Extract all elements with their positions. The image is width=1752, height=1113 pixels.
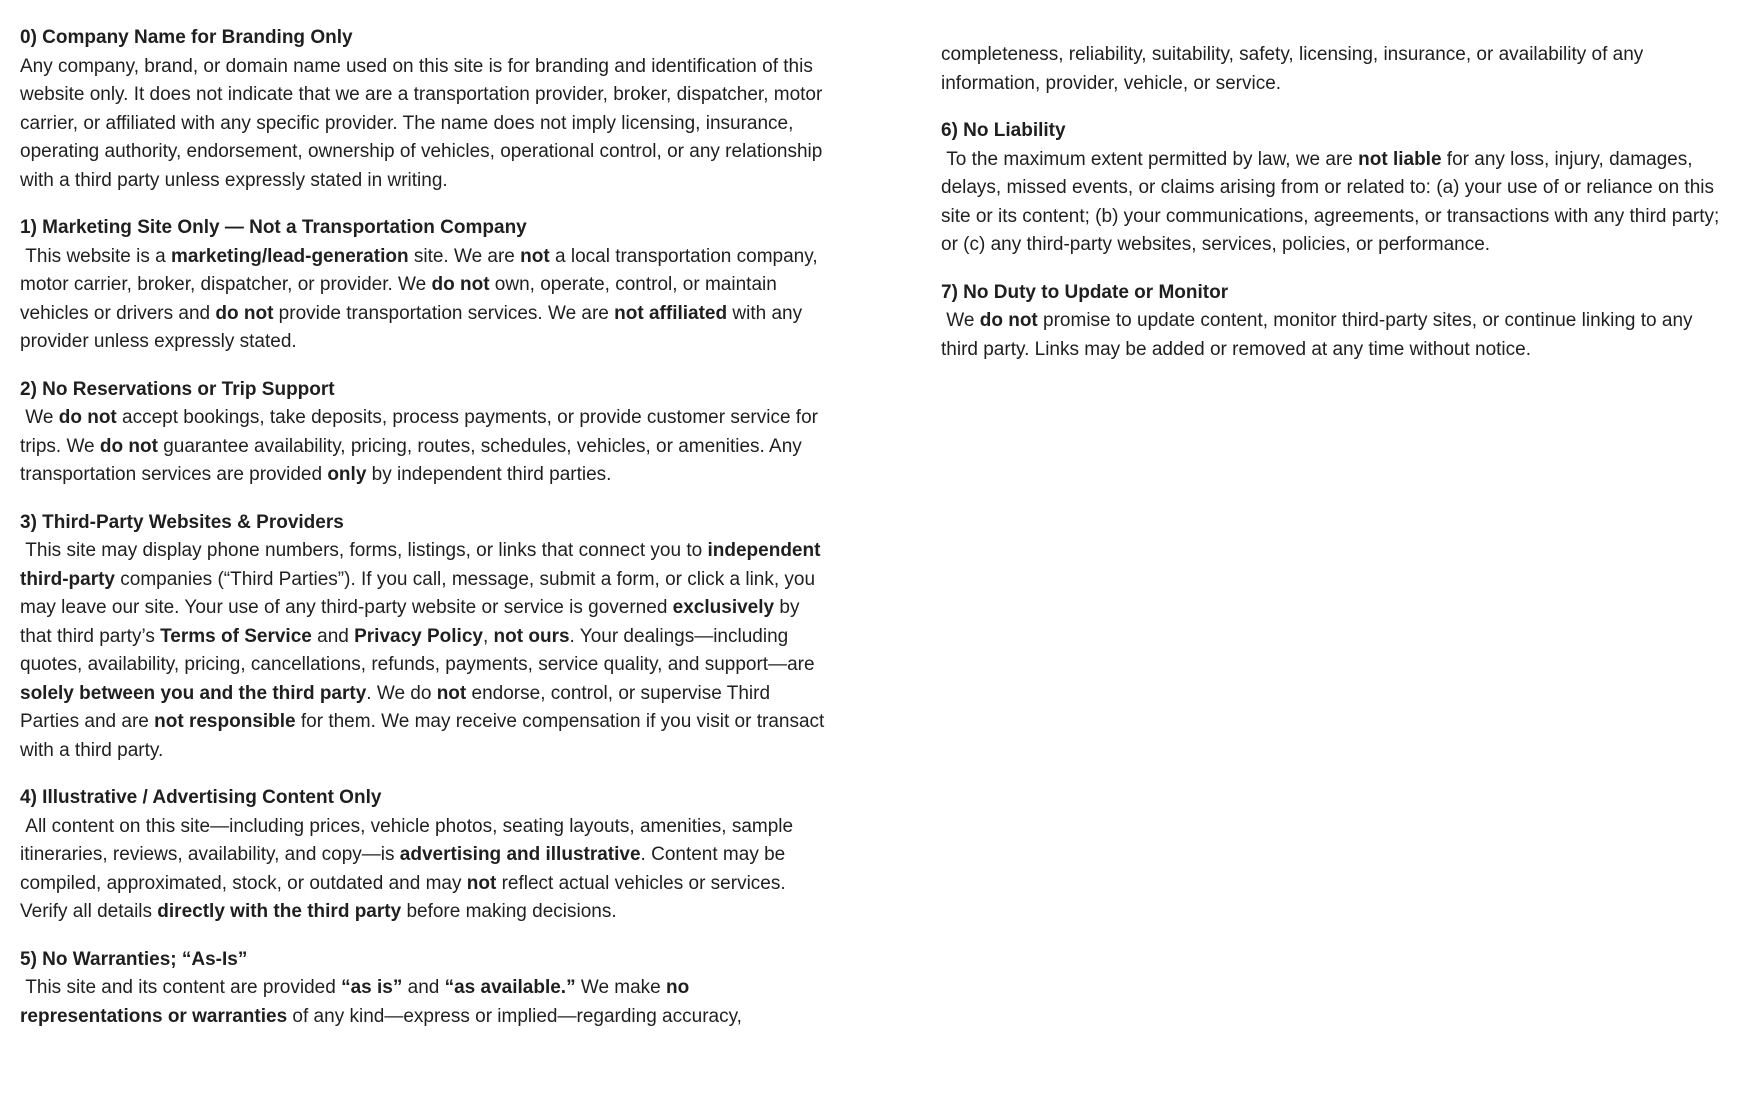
bold-text-run: no representations or warranties <box>20 977 695 1027</box>
section-heading: 5) No Warranties; “As-Is” <box>20 948 248 970</box>
text-run: guarantee availability, pricing, routes, schedules, vehicles, or amenities. Any transportation services are provided <box>20 435 808 485</box>
bold-text-run: solely between you and the third party <box>20 682 367 704</box>
section-heading: 6) No Liability <box>941 120 1066 141</box>
section-7-no-duty-to-update-or-monitor <box>941 279 1730 365</box>
bold-text-run: “as is” <box>341 977 403 998</box>
section-2-no-reservations-or-trip-support <box>20 376 832 490</box>
section-6-no-liability <box>941 117 1730 260</box>
text-run: This site may display phone numbers, forms, listings, or links that connect you to <box>20 540 708 561</box>
section-body <box>20 813 832 927</box>
text-run: . Content may be compiled, approximated, stock, or outdated and may <box>20 844 791 894</box>
bold-text-run: not <box>466 872 497 894</box>
bold-text-run: not responsible <box>154 711 296 732</box>
text-run: for them. We may receive compensation if you visit or transact with a third party. <box>20 711 830 761</box>
section-body <box>941 41 1730 98</box>
right-column <box>941 24 1730 383</box>
text-run: for any loss, injury, damages, delays, missed events, or claims arising from or related to: (a) your use of or reliance on this site or its content; (b) your communications, agreements, or transactions with any third party; or (c) any third-party websites, services, policies, or performance. <box>941 148 1725 255</box>
bold-text-run: independent third-party <box>20 540 826 590</box>
text-run: To the maximum extent permitted by law, we are <box>941 148 1359 170</box>
section-heading: 2) No Reservations or Trip Support <box>20 378 335 400</box>
section-body <box>941 146 1730 260</box>
text-run: companies (“Third Parties”). If you call, message, submit a form, or click a link, you may leave our site. Your use of any third-party website or service is governed <box>20 568 821 618</box>
section-body <box>20 404 832 490</box>
text-run: provide transportation services. We are <box>273 302 615 324</box>
bold-text-run: do not <box>58 407 117 428</box>
section-4-illustrative-advertising-content-only <box>20 784 832 927</box>
bold-text-run: not <box>520 245 550 267</box>
section-body <box>20 243 832 357</box>
section-heading: 0) Company Name for Branding Only <box>20 27 353 48</box>
text-run: with any provider unless expressly stated. <box>20 302 808 352</box>
text-run: site. We are <box>408 245 521 267</box>
text-run: and <box>402 977 445 998</box>
bold-text-run: Privacy Policy <box>354 625 483 647</box>
bold-text-run: not liable <box>1358 148 1442 170</box>
text-run: promise to update content, monitor third-party sites, or continue linking to any third party. Links may be added or removed at any time without notice. <box>941 310 1698 360</box>
section-heading: 3) Third-Party Websites & Providers <box>20 511 344 533</box>
section-5-no-warranties-as-is <box>20 946 832 1032</box>
section-body <box>20 974 832 1031</box>
section-3-third-party-websites-and-providers <box>20 509 832 766</box>
text-run: We <box>941 310 980 331</box>
bold-text-run: only <box>327 464 367 485</box>
bold-text-run: directly with the third party <box>157 901 402 922</box>
text-run: . Your dealings—including quotes, availability, pricing, cancellations, refunds, payments, service quality, and support—are <box>20 625 820 675</box>
text-run: We <box>20 407 59 428</box>
text-run: a local transportation company, motor carrier, broker, dispatcher, or provider. We <box>20 245 823 295</box>
text-run: own, operate, control, or maintain vehicles or drivers and <box>20 274 783 324</box>
bold-text-run: Terms of Service <box>160 625 312 647</box>
section-heading: 4) Illustrative / Advertising Content Only <box>20 787 382 808</box>
text-run: of any kind—express or implied—regarding accuracy, <box>287 1005 742 1027</box>
text-run: Any company, brand, or domain name used on this site is for branding and identification of this website only. It does not indicate that we are a transportation provider, broker, dispatcher, motor carrier, or affiliated with any specific provider. The name does not imply licensing, insurance, operating authority, endorsement, ownership of vehicles, operational control, or any relationship with a third party unless expressly stated in writing. <box>20 55 828 191</box>
bold-text-run: do not <box>431 274 490 295</box>
bold-text-run: advertising and illustrative <box>399 844 641 865</box>
bold-text-run: not affiliated <box>614 302 728 324</box>
bold-text-run: do not <box>979 310 1038 331</box>
bold-text-run: not ours <box>493 625 570 647</box>
bold-text-run: not <box>436 682 467 704</box>
text-run: This site and its content are provided <box>20 977 342 998</box>
section-1-marketing-site-only <box>20 214 832 357</box>
text-run: endorse, control, or supervise Third Parties and are <box>20 682 776 732</box>
text-run: , <box>482 625 494 647</box>
section-heading: 7) No Duty to Update or Monitor <box>941 281 1229 303</box>
bold-text-run: do not <box>215 302 274 324</box>
text-run: by that third party’s <box>20 597 805 647</box>
section-5-continuation <box>941 41 1730 98</box>
text-run: This website is a <box>20 245 172 267</box>
section-body <box>941 307 1730 364</box>
text-run: All content on this site—including prices, vehicle photos, seating layouts, amenities, sample itineraries, reviews, availability, and copy—is <box>20 815 799 865</box>
bold-text-run: “as available.” <box>444 977 576 998</box>
bold-text-run: marketing/lead-generation <box>171 245 409 267</box>
section-body <box>20 537 832 765</box>
text-run: . We do <box>366 682 437 704</box>
text-run: before making decisions. <box>401 901 617 922</box>
bold-text-run: do not <box>99 435 158 457</box>
section-0-company-name-for-branding-only <box>20 24 832 195</box>
text-run: by independent third parties. <box>366 464 612 485</box>
bold-text-run: exclusively <box>672 597 775 618</box>
text-run: completeness, reliability, suitability, safety, licensing, insurance, or availability of any information, provider, vehicle, or service. <box>941 44 1649 94</box>
section-heading: 1) Marketing Site Only — Not a Transportation Company <box>20 217 527 238</box>
text-run: We make <box>575 977 667 998</box>
text-run: reflect actual vehicles or services. Verify all details <box>20 872 791 922</box>
text-run: accept bookings, take deposits, process payments, or provide customer service for trips. We <box>20 407 824 457</box>
text-run: and <box>311 625 355 647</box>
section-body <box>20 53 832 196</box>
left-column <box>20 24 832 1050</box>
